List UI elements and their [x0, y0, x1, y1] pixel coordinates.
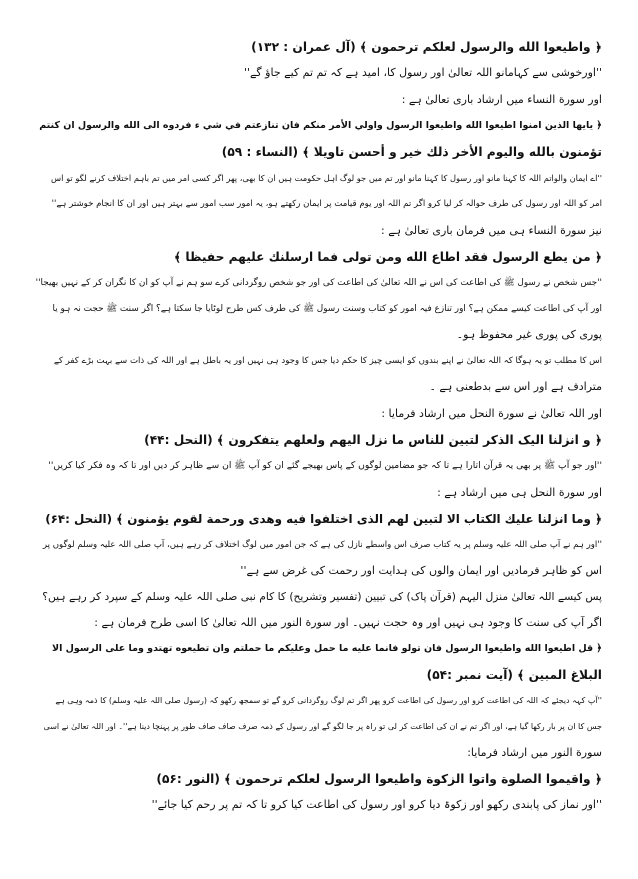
translation-paragraph [36, 60, 602, 86]
quran-verse [36, 427, 602, 453]
text-line: ''اور ہم نے آپ صلی اللہ علیہ وسلم پر یہ کتاب صرف اس واسطے نازل کی ہے کہ جن امور میں لوگ اختلاف کر رہے ہیں، آپ صلی اللہ علیہ وسلم لوگوں پر [42, 540, 602, 550]
text-line: ﴿ من يطع الرسول فقد اطاع الله ومن تولى فما ارسلنك عليهم حفيظا ﴾ [173, 250, 602, 264]
text-line: پوری کی پوری غیر محفوظ ہو۔ [456, 328, 602, 341]
text-line: اور سورة النحل ہی میں ارشاد ہے : [437, 486, 602, 499]
text-line: ''اور نماز کی پابندی رکھو اور زکوۃ دیا کرو اور رسول کی اطاعت کیا کرو تا کہ تم پر رحم کیا جائے'' [151, 798, 602, 811]
quran-verse [36, 244, 602, 270]
text-line: تؤمنون بالله واليوم الأخر ذلك خير و أحسن تاويلا ﴾ (النساء : ۵۹) [221, 145, 602, 159]
text-line: ﴿ قل اطيعوا الله واطيعوا الرسول فان تولو فانما عليه ما حمل وعليكم ما حملتم وان تطيعوه تهتدو وما على الرسول الا [52, 643, 602, 654]
commentary-paragraph [36, 348, 602, 400]
quran-verse [36, 636, 602, 688]
commentary-paragraph [36, 584, 602, 610]
text-line: البلاغ المبين ﴾ (آیت نمبر :۵۴) [426, 668, 602, 682]
text-line: ﴿ و انزلنا اليک الذکر لتبين للناس ما نزل اليهم ولعلهم يتفكرون ﴾ (النحل :۴۴) [144, 433, 602, 447]
text-line: ﴿ وما انزلنا عليك الكتاب الا لتبين لهم الذى اختلفوا فيه وهدى ورحمة لقوم يؤمنون ﴾ (النحل :۶۴) [45, 512, 602, 526]
translation-paragraph [36, 532, 602, 584]
quran-verse [36, 113, 602, 165]
translation-paragraph [36, 165, 602, 217]
commentary-paragraph [36, 610, 602, 636]
text-line: ﴿ واقيموا الصلوة واتوا الزكوة واطيعوا الرسول لعلكم ترحمون ﴾ (النور :۵۶) [156, 772, 602, 786]
text-line: سورة النور میں ارشاد فرمایا: [467, 746, 602, 759]
text-line: اور سورة النساء میں ارشاد باری تعالیٰ ہے : [401, 93, 602, 106]
text-line: ﴿ يايها الذين امنوا اطيعوا الله واطيعوا الرسول واولي الأمر منكم فان تنازعتم في شي ء فردوه الى الله والرسول ان كنتم [39, 120, 602, 131]
translation-paragraph [36, 688, 602, 766]
translation-paragraph [36, 453, 602, 479]
text-line: ''اور جو آپ ﷺ پر بھی یہ قرآن اتارا ہے تا کہ جو مضامین لوگوں کے پاس بھیجے گئے ان کو آپ ﷺ ان سے ظاہر کر دیں اور تا کہ وہ فکر کیا کریں'' [48, 460, 602, 471]
translation-paragraph [36, 270, 602, 348]
quran-verse [36, 506, 602, 532]
intro-line [36, 400, 602, 427]
text-line: اور اللہ تعالیٰ نے سورة النحل میں ارشاد فرمایا : [381, 407, 602, 420]
text-line: نیز سورة النساء ہی میں فرمان باری تعالیٰ ہے : [381, 224, 602, 237]
quran-verse [36, 34, 602, 60]
text-line: اگر آپ کی سنت کا وجود ہی نہیں اور وہ حجت نہیں۔ اور سورة النور میں اللہ تعالیٰ کا اسی طرح فرمان ہے : [94, 616, 602, 629]
text-line: پس کیسے اللہ تعالیٰ منزل الیہم (قرآن پاک) کی تبیین (تفسیر وتشریح) کا کام نبی صلی اللہ علیہ وسلم کے سپرد کر رہے ہیں؟ [42, 590, 602, 603]
text-line: جس کا ان پر بار رکھا گیا ہے، اور اگر تم نے ان کی اطاعت کر لی تو راہ پر جا لگو گے اور رسول کے ذمہ صرف صاف صاف طور پر پہنچا دینا ہے''۔ اور اللہ تعالیٰ نے اسی [43, 722, 602, 731]
text-line: مترادف ہے اور اس سے بدطعنی ہے ۔ [429, 380, 602, 393]
intro-line [36, 86, 602, 113]
text-line: اس کا مطلب تو یہ ہوگا کہ اللہ تعالیٰ نے اپنے بندوں کو ایسی چیز کا حکم دیا جس کا وجود ہی نہیں اور یہ باطل ہے اور اللہ کی ذات سے بہت بڑے کفر کے [53, 356, 602, 366]
text-line: امر کو اللہ اور رسول کی طرف حوالہ کر لیا کرو اگر تم اللہ اور یوم قیامت پر ایمان رکھتے ہو، یہ امور سب امور سے بہتر ہیں اور ان کا انجام خوشتر ہے'' [51, 199, 602, 209]
text-line: اس کو ظاہر فرمادیں اور ایمان والوں کی ہدایت اور رحمت کی غرض سے ہے'' [240, 564, 602, 577]
text-line: ''جس شخص نے رسول ﷺ کی اطاعت کی اس نے اللہ تعالیٰ کی اطاعت کی اور جو شخص روگردانی کرے سو ہم نے آپ کو ان کا نگران کر کے نہیں بھیجا'' [36, 278, 602, 288]
intro-line [36, 479, 602, 506]
intro-line [36, 217, 602, 244]
translation-paragraph [36, 792, 602, 818]
text-line: ﴿ واطيعوا الله والرسول لعلكم ترحمون ﴾ (آل عمران : ۱۳۲) [251, 40, 602, 54]
text-line: ''اورخوشی سے کہامانو اللہ تعالیٰ اور رسول کا، امید ہے کہ تم تم کیے جاؤ گے'' [243, 66, 602, 79]
text-line: ''آپ کہہ دیجئے کہ اللہ کی اطاعت کرو اور رسول کی اطاعت کرو پھر اگر تم لوگ روگردانی کرو گے تو سمجھ رکھو کہ (رسول صلی اللہ علیہ وسلم) کا ذمہ وہی ہے [55, 696, 602, 705]
quran-verse [36, 766, 602, 792]
text-line: اور آپ کی اطاعت کیسے ممکن ہے؟ اور تنازع فیہ امور کو کتاب وسنت رسول ﷺ کی طرف کس طرح لوٹایا جا سکتا ہے؟ اگر سنت ﷺ حجت نہ ہو یا [52, 304, 602, 314]
text-line: ''اے ایمان والواتم اللہ کا کہنا مانو اور رسول کا کہنا مانو اور تم میں جو لوگ اہل حکومت ہیں ان کا بھی، پھر اگر کسی امر میں تم باہم اختلاف کرنے لگو تو اس [51, 173, 602, 183]
